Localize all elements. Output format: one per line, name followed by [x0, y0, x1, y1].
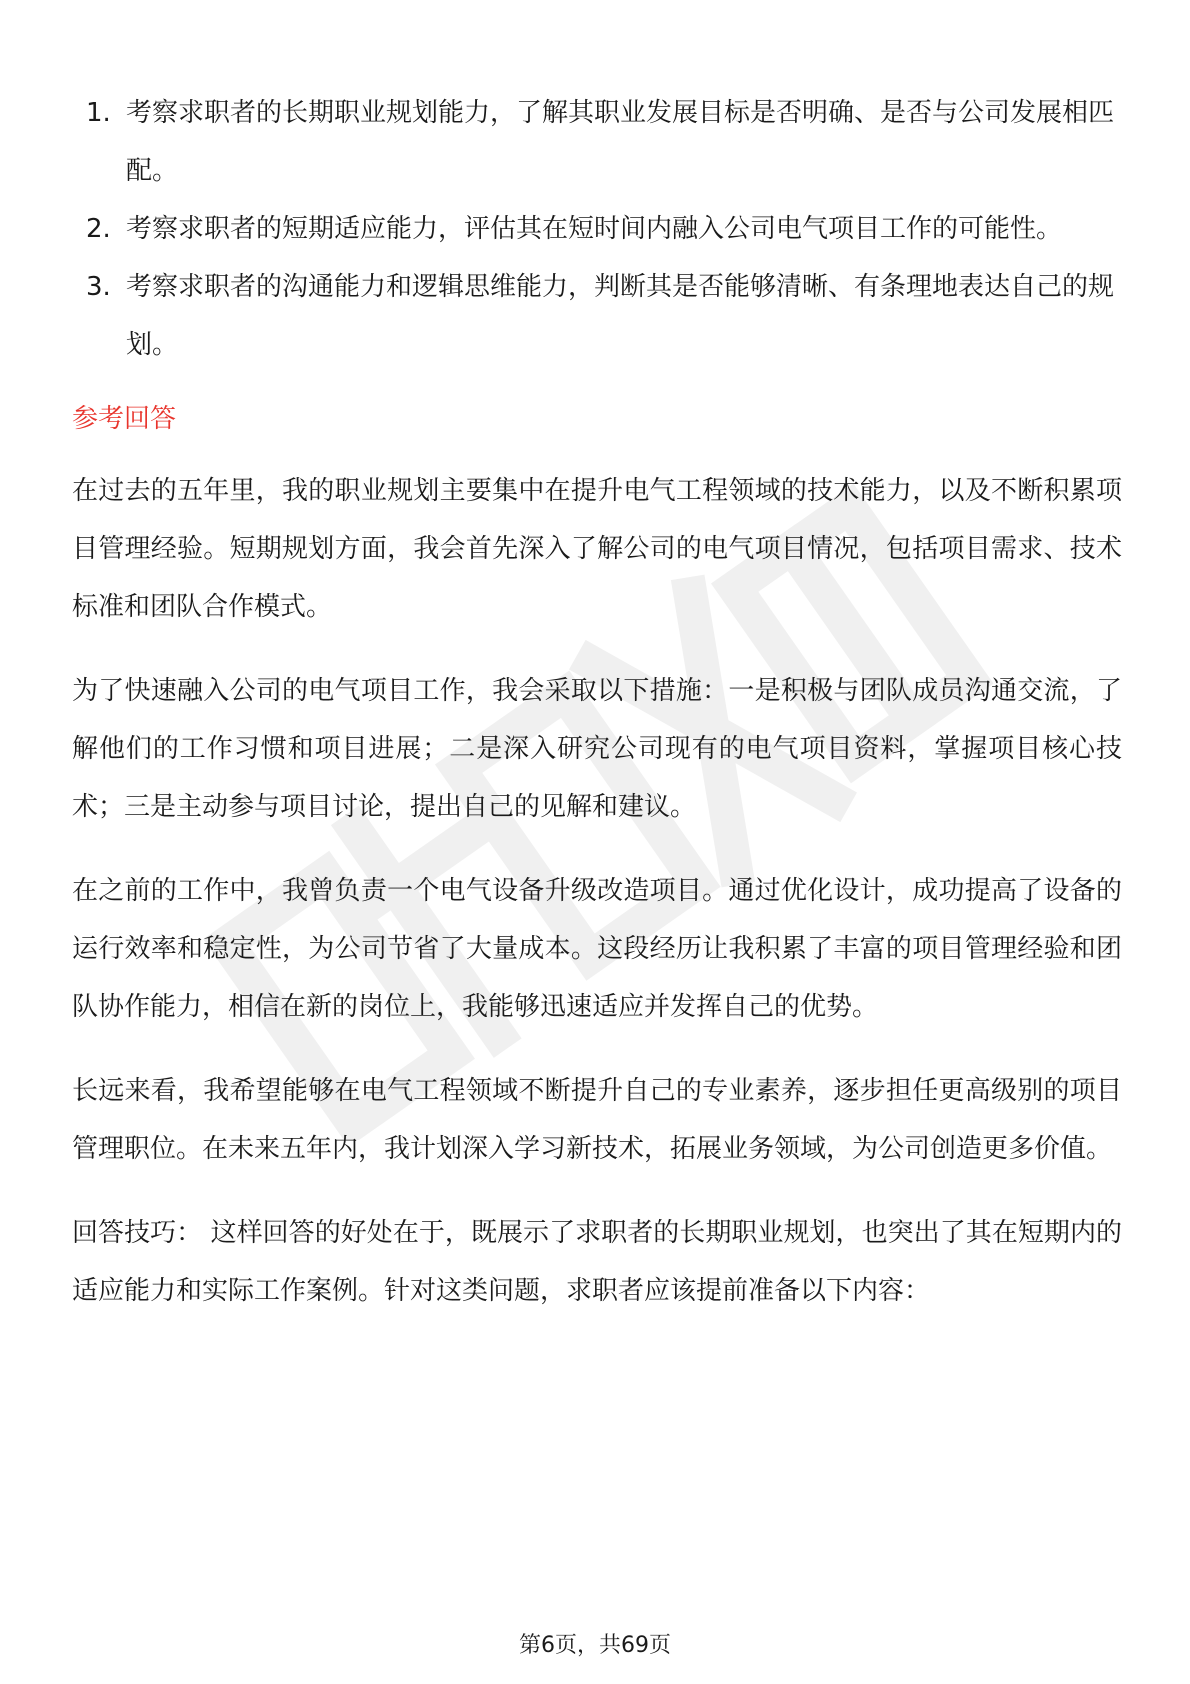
- section-heading: 参考回答: [72, 404, 177, 434]
- paragraph: 在过去的五年里，我的职业规划主要集中在提升电气工程领域的技术能力，以及不断积累项目管理经验。短期规划方面，我会首先深入了解公司的电气项目情况，包括项目需求、技术标准和团队合作模式。: [72, 476, 1122, 622]
- main-content: [72, 84, 1122, 1346]
- list-text: 考察求职者的短期适应能力，评估其在短时间内融入公司电气项目工作的可能性。: [126, 214, 1063, 244]
- list-item: [72, 258, 1122, 374]
- paragraph: 在之前的工作中，我曾负责一个电气设备升级改造项目。通过优化设计，成功提高了设备的运行效率和稳定性，为公司节省了大量成本。这段经历让我积累了丰富的项目管理经验和团队协作能力，相信在新的岗位上，我能够迅速适应并发挥自己的优势。: [72, 876, 1122, 1022]
- criteria-list: [72, 84, 1122, 374]
- paragraph: 长远来看，我希望能够在电气工程领域不断提升自己的专业素养，逐步担任更高级别的项目管理职位。在未来五年内，我计划深入学习新技术，拓展业务领域，为公司创造更多价值。: [72, 1076, 1122, 1164]
- page-footer: 第6页，共69页: [519, 1633, 671, 1658]
- list-number: 1.: [86, 98, 111, 128]
- list-number: 2.: [86, 214, 111, 244]
- list-text: 考察求职者的长期职业规划能力，了解其职业发展目标是否明确、是否与公司发展相匹配。: [126, 98, 1115, 186]
- list-text: 考察求职者的沟通能力和逻辑思维能力，判断其是否能够清晰、有条理地表达自己的规划。: [126, 272, 1115, 360]
- list-item: [72, 200, 1122, 258]
- paragraph: 回答技巧： 这样回答的好处在于，既展示了求职者的长期职业规划，也突出了其在短期内的适应能力和实际工作案例。针对这类问题，求职者应该提前准备以下内容：: [72, 1218, 1122, 1306]
- list-item: [72, 84, 1122, 200]
- list-number: 3.: [86, 272, 111, 302]
- paragraph: 为了快速融入公司的电气项目工作，我会采取以下措施：一是积极与团队成员沟通交流，了解他们的工作习惯和项目进展；二是深入研究公司现有的电气项目资料，掌握项目核心技术；三是主动参与项目讨论，提出自己的见解和建议。: [72, 676, 1122, 822]
